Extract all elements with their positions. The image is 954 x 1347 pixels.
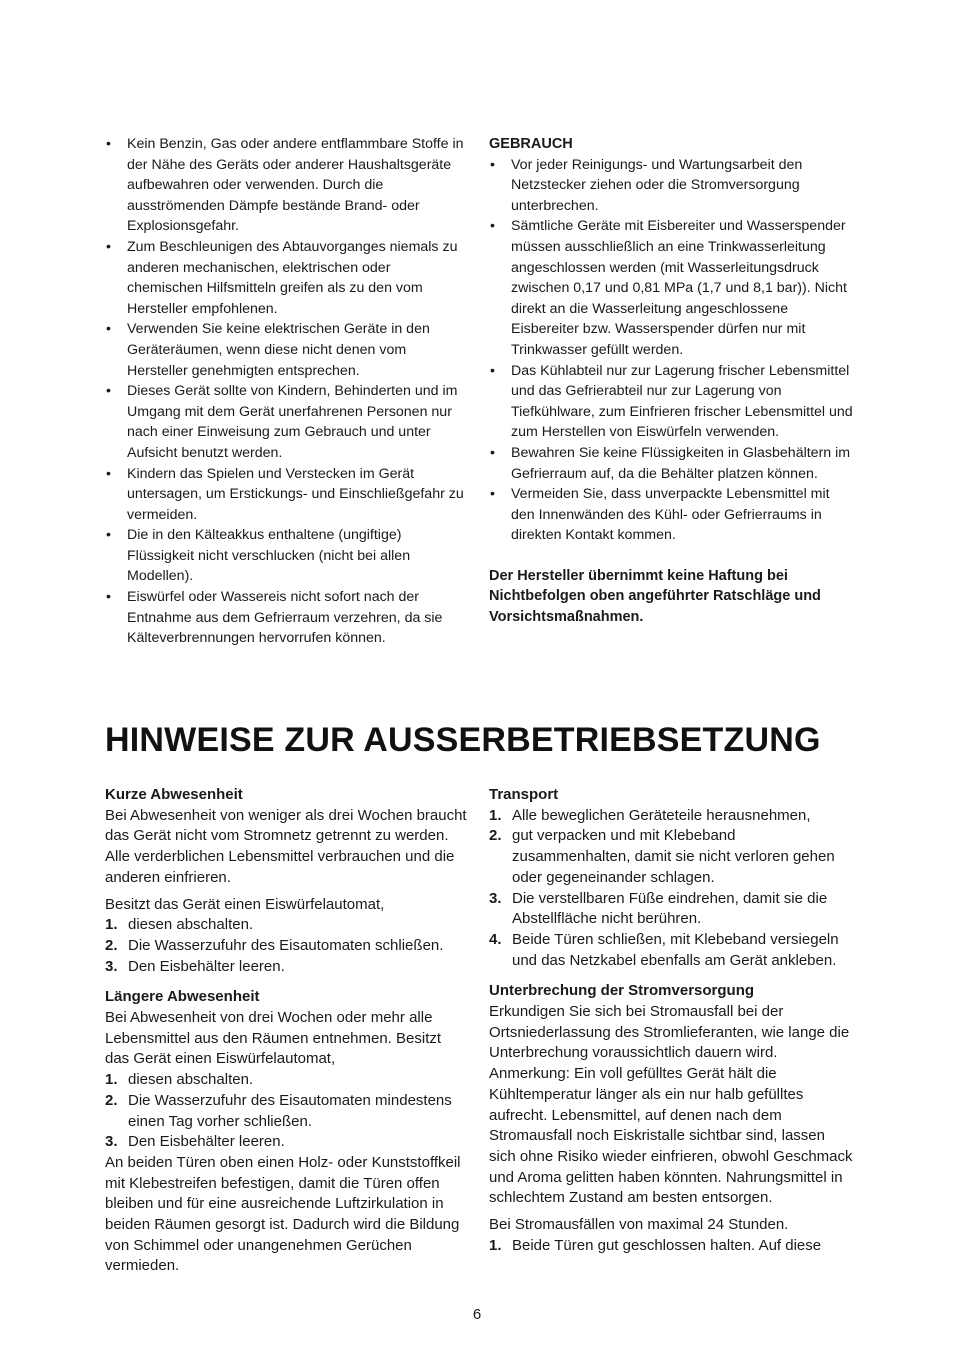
kurze-text: Bei Abwesenheit von weniger als drei Wochen braucht das Gerät nicht vom Stromnetz getrennt zu werden. Alle verderblichen Lebensmittel verbrauchen und die anderen einfrieren.	[105, 806, 467, 886]
transport-heading: Transport	[489, 786, 559, 803]
kurze-intro: Besitzt das Gerät einen Eiswürfelautomat,	[105, 895, 385, 913]
transport-column	[489, 785, 854, 1256]
list-item: 1. Beide Türen gut geschlossen halten. Auf diese	[489, 1236, 822, 1254]
list-item: • Eiswürfel oder Wassereis nicht sofort nach der Entnahme aus dem Gefrierraum verzehren, da sie Kälteverbrennungen hervorrufen können.	[105, 587, 469, 649]
laengere-text: Bei Abwesenheit von drei Wochen oder mehr alle Lebensmittel aus den Räumen entnehmen. Besitzt das Gerät einen Eiswürfelautomat,	[105, 1009, 442, 1068]
strom-heading: Unterbrechung der Stromversorgung	[489, 982, 755, 1000]
list-item: • Dieses Gerät sollte von Kindern, Behinderten und im Umgang mit dem Gerät unerfahrenen Personen nur nach einer Einweisung zum Gebrauch und unter Aufsicht benutzt werden.	[105, 381, 469, 463]
list-item: 3. Den Eisbehälter leeren.	[105, 1133, 285, 1151]
list-item: 2. gut verpacken und mit Klebeband zusammenhalten, damit sie nicht verloren gehen oder gegeneinander schlagen.	[489, 827, 835, 886]
list-item: • Die in den Kälteakkus enthaltene (ungiftige) Flüssigkeit nicht verschlucken (nicht bei allen Modellen).	[105, 525, 469, 587]
kurze-steps	[105, 915, 469, 977]
list-item: 1. diesen abschalten.	[105, 1071, 254, 1089]
list-item: • Kein Benzin, Gas oder andere entflammbare Stoffe in der Nähe des Geräts oder anderer Haushaltsgeräte aufbewahren oder verwenden. Durch die ausströmenden Dämpfe bestände Brand- oder Explosionsgefahr.	[105, 134, 469, 237]
list-item: • Zum Beschleunigen des Abtauvorganges niemals zu anderen mechanischen, elektrischen oder chemischen Hilfsmitteln greifen als zu den vom Hersteller empfohlenen.	[105, 237, 469, 319]
list-item: 3. Die verstellbaren Füße eindrehen, damit sie die Abstellfläche nicht berühren.	[489, 889, 828, 928]
gebrauch-heading: GEBRAUCH	[489, 136, 573, 152]
laengere-steps	[105, 1070, 469, 1153]
gebrauch-bullet-list	[489, 155, 854, 546]
strom-steps	[489, 1236, 854, 1257]
list-item: • Bewahren Sie keine Flüssigkeiten in Glasbehältern im Gefrierraum auf, da die Behälter platzen können.	[489, 443, 854, 484]
list-item: • Vor jeder Reinigungs- und Wartungsarbeit den Netzstecker ziehen oder die Stromversorgung unterbrechen.	[489, 155, 854, 217]
list-item: 1. Alle beweglichen Geräteteile herausnehmen,	[489, 806, 811, 824]
absence-column	[105, 785, 469, 1277]
transport-steps	[489, 806, 854, 972]
list-item: 2. Die Wasserzufuhr des Eisautomaten schließen.	[105, 936, 444, 954]
list-item: • Das Kühlabteil nur zur Lagerung frischer Lebensmittel und das Gefrierabteil nur zur Lagerung von Tiefkühlware, zum Einfrieren frischer Lebensmittel und zum Herstellen von Eiswürfeln verwenden.	[489, 361, 854, 443]
section-title: HINWEISE ZUR AUSSERBETRIEBSETZUNG	[105, 721, 821, 759]
list-item: • Sämtliche Geräte mit Eisbereiter und Wasserspender müssen ausschließlich an eine Trinkwasserleitung angeschlossen werden (mit Wasserleitungsdruck zwischen 0,17 und 0,81 MPa (1,7 und 8,1 bar)). Nicht direkt an die Wasserleitung angeschlossene Eisbereiter bzw. Wasserspender dürfen nur mit Trinkwasser gefüllt werden.	[489, 216, 854, 360]
list-item: 1. diesen abschalten.	[105, 916, 254, 934]
safety-bullet-list	[105, 134, 469, 649]
page-number: 6	[472, 1306, 482, 1323]
list-item: 2. Die Wasserzufuhr des Eisautomaten mindestens einen Tag vorher schließen.	[105, 1091, 452, 1130]
list-item: 4. Beide Türen schließen, mit Klebeband versiegeln und das Netzkabel ebenfalls am Gerät ankleben.	[489, 930, 839, 969]
strom-text: Erkundigen Sie sich bei Stromausfall bei der Ortsniederlassung des Stromlieferanten, wie lange die Unterbrechung voraussichtlich dauern wird. Anmerkung: Ein voll gefülltes Gerät hält die Kühltemperatur länger als ein nur halb gefülltes aufrecht. Lebensmittel, auf denen nach dem Stromausfall noch Eiskristalle sichtbar sind, lassen sich ohne Risiko wieder einfrieren, obwohl Geschmack und Aroma gelitten haben könnten. Nahrungsmittel in schlechtem Zustand am besten entsorgen.	[489, 1003, 853, 1207]
gebrauch-section	[489, 134, 854, 628]
kurze-heading: Kurze Abwesenheit	[105, 786, 243, 803]
list-item: • Verwenden Sie keine elektrischen Geräte in den Geräteräumen, wenn diese nicht denen vom Hersteller genehmigten entsprechen.	[105, 319, 469, 381]
strom-intro: Bei Stromausfällen von maximal 24 Stunden.	[489, 1216, 789, 1234]
list-item: 3. Den Eisbehälter leeren.	[105, 957, 285, 975]
list-item: • Vermeiden Sie, dass unverpackte Lebensmittel mit den Innenwänden des Kühl- oder Gefrierraums in direkten Kontakt kommen.	[489, 484, 854, 546]
list-item: • Kindern das Spielen und Verstecken im Gerät untersagen, um Erstickungs- und Einschließgefahr zu vermeiden.	[105, 464, 469, 526]
laengere-heading: Längere Abwesenheit	[105, 988, 260, 1006]
liability-note: Der Hersteller übernimmt keine Haftung bei Nichtbefolgen oben angeführter Ratschläge und Vorsichtsmaßnahmen.	[489, 567, 821, 626]
laengere-text2: An beiden Türen oben einen Holz- oder Kunststoffkeil mit Klebestreifen befestigen, damit die Türen offen bleiben und für eine ausreichende Luftzirkulation in beiden Räumen gesorgt ist. Dadurch wird die Bildung von Schimmel oder unangenehmen Gerüchen vermieden.	[105, 1153, 461, 1275]
safety-list-column	[105, 134, 469, 649]
